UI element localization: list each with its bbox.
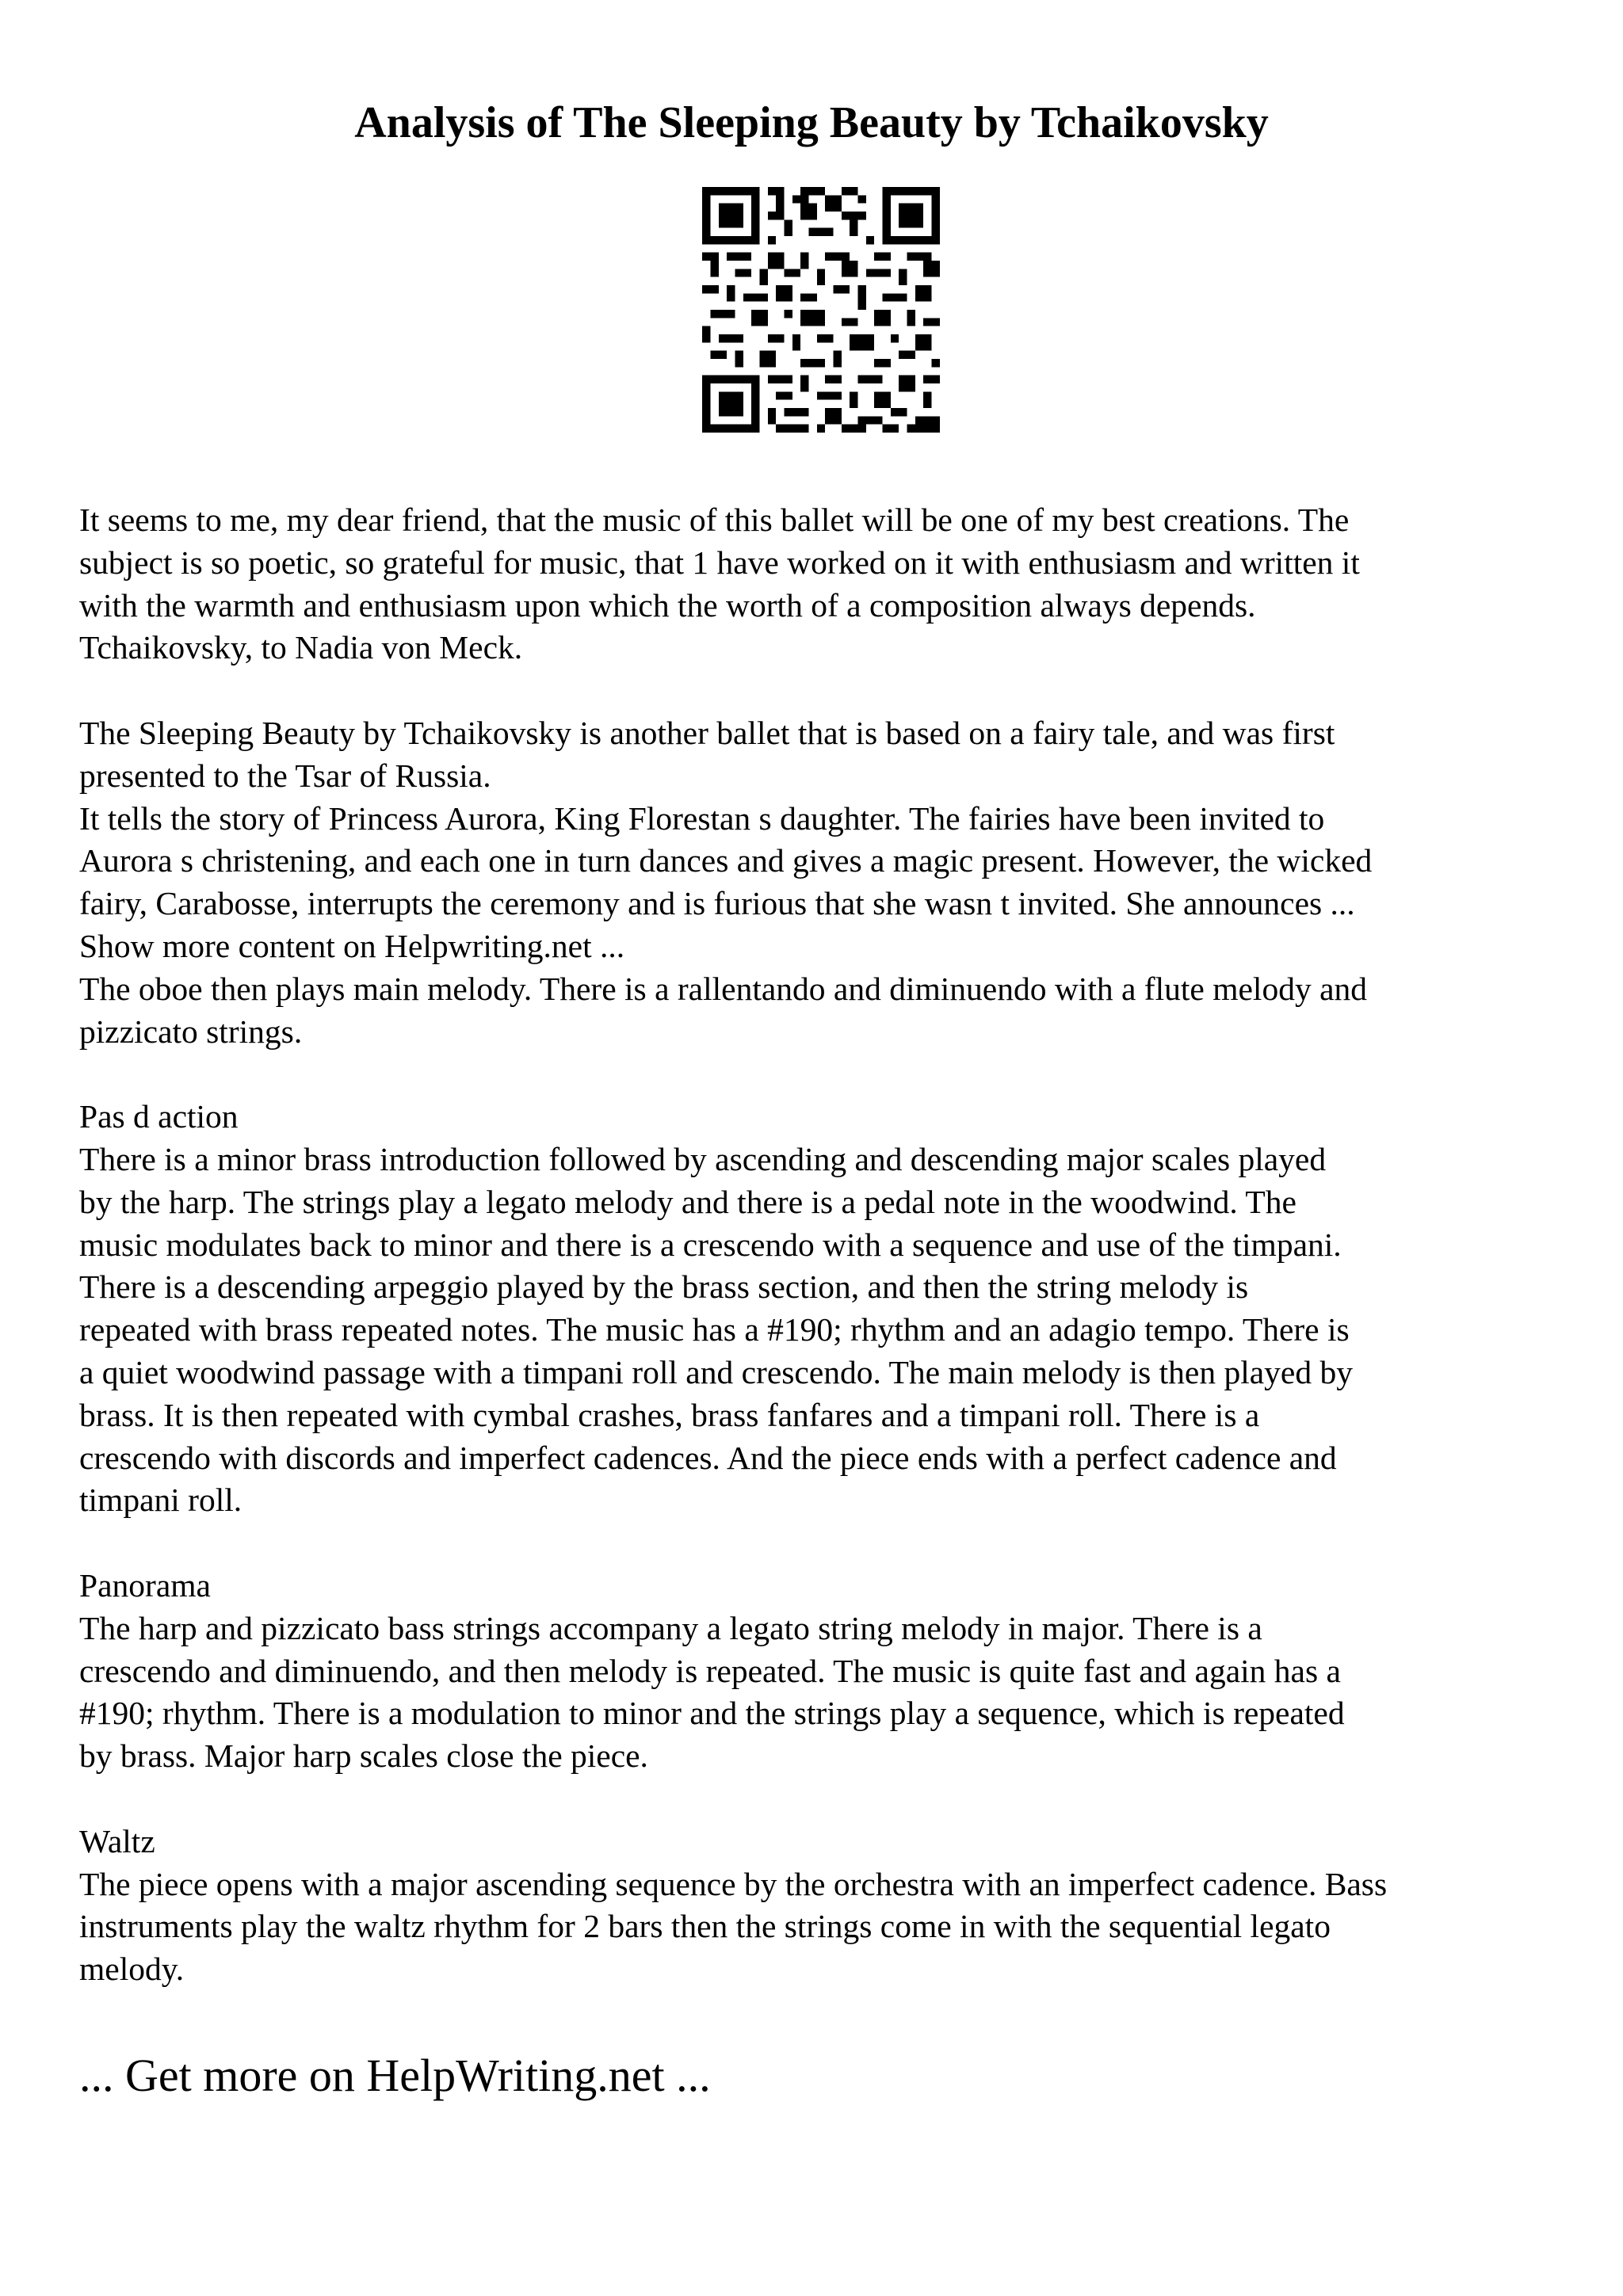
section-text-pas-d-action: There is a minor brass introduction followed by ascending and descending major scales played by the harp. The strings play a legato melody and there is a pedal note in the woodwind. The music modulates back to minor and there is a crescendo with a sequence and use of the timpani. There is a descending arpeggio played by the brass section, and then the string melody is repeated with brass repeated notes. The music has a #190; rhythm and an adagio tempo. There is a quiet woodwind passage with a timpani roll and crescendo. The main melody is then played by brass. It is then repeated with cymbal crashes, brass fanfares and a timpani roll. There is a crescendo with discords and imperfect cadences. And the piece ends with a perfect cadence and timpani roll.	[79, 1140, 1353, 1519]
section-heading-waltz: Waltz	[79, 1822, 155, 1859]
section-text-panorama: The harp and pizzicato bass strings accompany a legato string melody in major. There is a crescendo and diminuendo, and then melody is repeated. The music is quite fast and again has a #190; rhythm. There is a modulation to minor and the strings play a sequence, which is repeated by brass. Major harp scales close the piece.	[79, 1609, 1345, 1775]
section-heading-pas-d-action: Pas d action	[79, 1098, 239, 1135]
article-body	[79, 499, 1553, 1991]
story-paragraph: The Sleeping Beauty by Tchaikovsky is another ballet that is based on a fairy tale, and was first presented to the Tsar of Russia. It tells the story of Princess Aurora, King Florestan s daughter. The fairies have been invited to Aurora s christening, and each one in turn dances and gives a magic present. However, the wicked fairy, Carabosse, interrupts the ceremony and is furious that she wasn t invited. She announces ... Show more content on Helpwriting.net ... The oboe then plays main melody. There is a rallentando and diminuendo with a flute melody and pizzicato strings.	[79, 714, 1373, 1050]
section-heading-panorama: Panorama	[79, 1566, 211, 1604]
intro-quote: It seems to me, my dear friend, that the music of this ballet will be one of my best creations. The subject is so poetic, so grateful for music, that 1 have worked on it with enthusiasm and written it with the warmth and enthusiasm upon which the worth of a composition always depends. Tchaikovsky, to Nadia von Meck.	[79, 502, 1360, 666]
section-text-waltz: The piece opens with a major ascending sequence by the orchestra with an imperfect cadence. Bass instruments play the waltz rhythm for 2 bars then the strings come in with the sequential legato melody.	[79, 1865, 1388, 1988]
page-title: Analysis of The Sleeping Beauty by Tchaikovsky	[354, 98, 1269, 147]
get-more-link[interactable]: ... Get more on HelpWriting.net ...	[79, 2050, 711, 2101]
qr-code-icon	[702, 187, 940, 433]
